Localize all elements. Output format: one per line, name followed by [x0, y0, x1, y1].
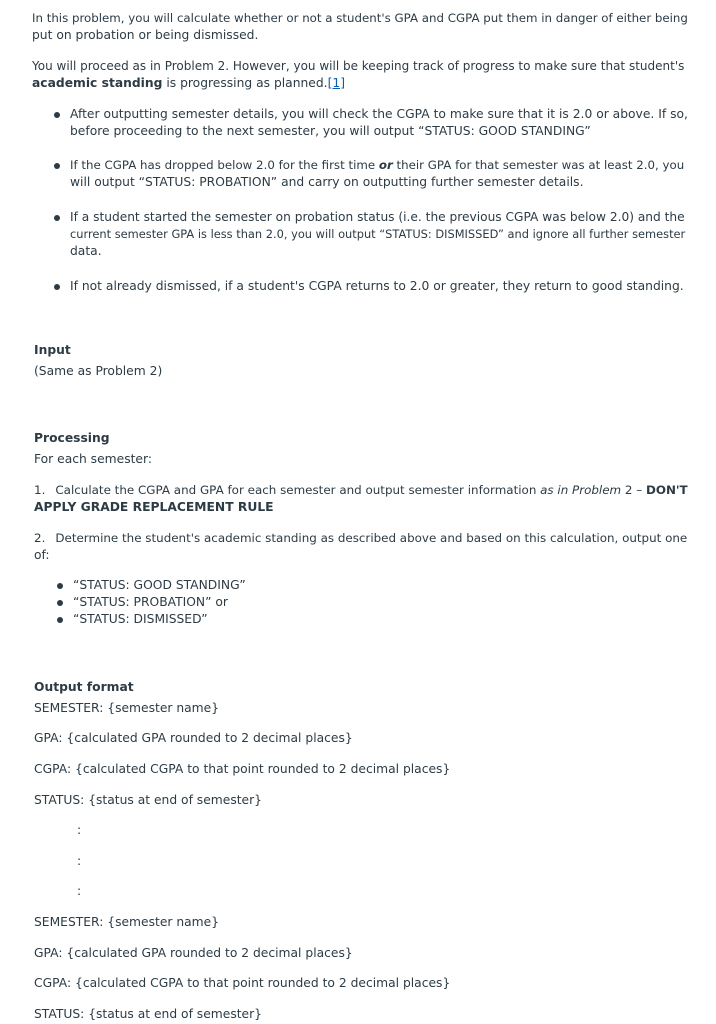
ellipsis-mark: :	[77, 823, 82, 837]
status-item: “STATUS: DISMISSED”	[73, 612, 208, 626]
para2-line-1: You will proceed as in Problem 2. However, you will be keeping track of progress to make sure that student's	[32, 59, 685, 73]
bullet-1-line-1: After outputting semester details, you will check the CGPA to make sure that it is 2.0 or above. If so,	[70, 107, 688, 121]
para2-line-2	[32, 75, 345, 92]
bullet-3-line-2: current semester GPA is less than 2.0, you will output “STATUS: DISMISSED” and ignore all further semester	[70, 227, 686, 241]
step-2-line-1	[34, 530, 687, 547]
bullet-marker	[57, 617, 63, 623]
bullet-2-line-2: will output “STATUS: PROBATION” and carry on outputting further semester details.	[70, 175, 584, 189]
ellipsis-mark: :	[77, 854, 82, 868]
output-line: CGPA: {calculated CGPA to that point rounded to 2 decimal places}	[34, 762, 451, 776]
bullet-4-line-1: If not already dismissed, if a student's CGPA returns to 2.0 or greater, they return to good standing.	[70, 279, 684, 293]
output-line: GPA: {calculated GPA rounded to 2 decimal places}	[34, 731, 353, 745]
academic-standing-term: academic standing	[32, 76, 163, 90]
step-2-text: Determine the student's academic standing as described above and based on this calculation, output one	[55, 531, 688, 545]
output-line: STATUS: {status at end of semester}	[34, 793, 262, 807]
step-1-bold: DON'T	[645, 483, 688, 497]
bullet-marker	[54, 215, 60, 221]
ellipsis-mark: :	[77, 884, 82, 898]
bullet-marker	[54, 284, 60, 290]
input-heading: Input	[34, 343, 71, 357]
bullet-2-text-a: If the CGPA has dropped below 2.0 for the first time	[70, 158, 379, 172]
bullet-1-line-2: before proceeding to the next semester, you will output “STATUS: GOOD STANDING”	[70, 124, 591, 138]
step-1-line-2: APPLY GRADE REPLACEMENT RULE	[34, 500, 274, 514]
step-1-number: 1.	[34, 483, 46, 497]
output-line: SEMESTER: {semester name}	[34, 915, 220, 929]
output-line: SEMESTER: {semester name}	[34, 701, 220, 715]
bullet-3-line-1: If a student started the semester on probation status (i.e. the previous CGPA was below 2.0) and the	[70, 210, 685, 224]
input-text: (Same as Problem 2)	[34, 364, 163, 378]
bullet-2-text-b: their GPA for that semester was at least 2.0, you	[392, 158, 685, 172]
processing-heading: Processing	[34, 431, 110, 445]
bullet-3-line-3: data.	[70, 244, 102, 258]
step-2-number: 2.	[34, 531, 46, 545]
output-line: STATUS: {status at end of semester}	[34, 1007, 262, 1021]
step-1-emphasis: as in Problem	[540, 483, 622, 497]
processing-intro: For each semester:	[34, 452, 152, 466]
step-1-line-1	[34, 482, 688, 499]
intro-line-2: put on probation or being dismissed.	[32, 28, 259, 42]
para2-rest: is progressing as planned.	[162, 76, 328, 90]
output-heading: Output format	[34, 680, 134, 694]
bullet-2-emphasis: or	[378, 158, 393, 172]
intro-line-1: In this problem, you will calculate whether or not a student's GPA and CGPA put them in danger of either being	[32, 11, 688, 25]
status-item: “STATUS: PROBATION” or	[73, 595, 228, 609]
status-item: “STATUS: GOOD STANDING”	[73, 578, 246, 592]
output-line: GPA: {calculated GPA rounded to 2 decimal places}	[34, 946, 353, 960]
step-1-text-b: 2 –	[621, 483, 646, 497]
bullet-marker	[57, 600, 63, 606]
bullet-marker	[57, 583, 63, 589]
step-2-line-2: of:	[34, 548, 50, 562]
bullet-marker	[54, 112, 60, 118]
step-1-text: Calculate the CGPA and GPA for each semester and output semester information	[55, 483, 541, 497]
bullet-marker	[54, 163, 60, 169]
bullet-2-line-1	[70, 157, 684, 174]
footnote-link[interactable]: [1]	[327, 76, 346, 90]
output-line: CGPA: {calculated CGPA to that point rounded to 2 decimal places}	[34, 976, 451, 990]
